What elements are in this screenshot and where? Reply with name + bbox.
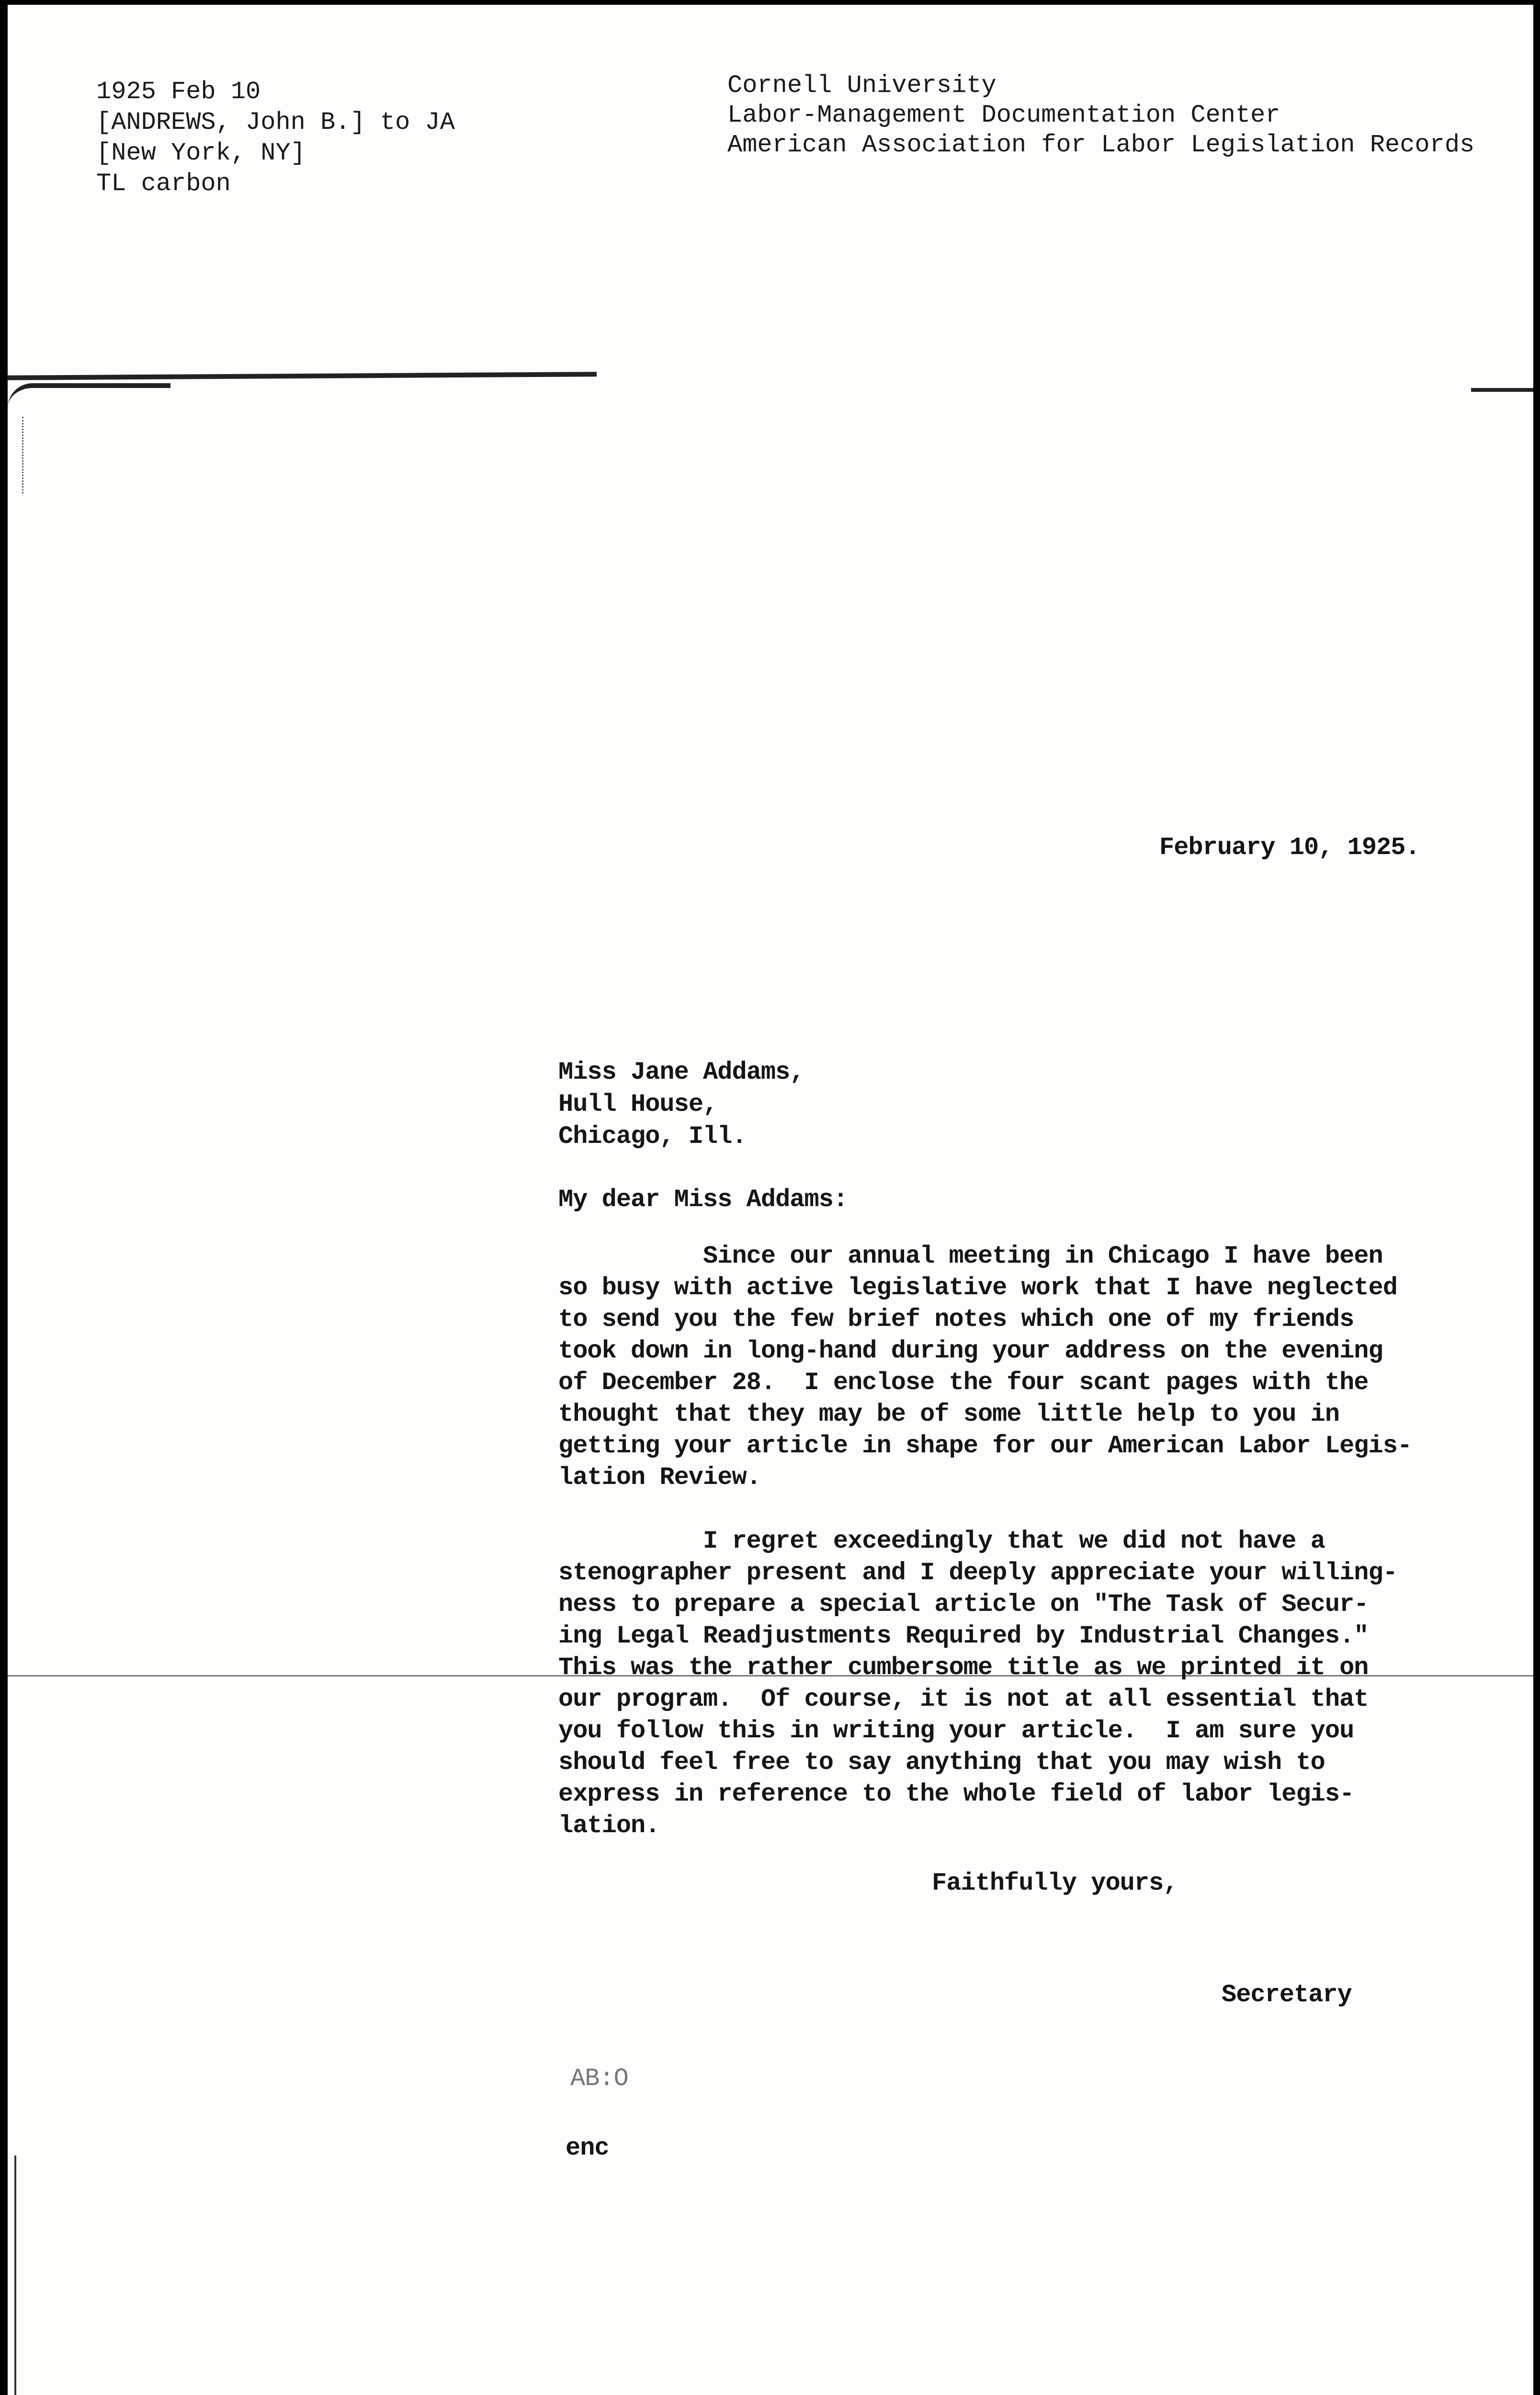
paragraph-line: stenographer present and I deeply appreciate your willing- <box>558 1559 1397 1587</box>
paragraph-line: thought that they may be of some little help to you in <box>558 1400 1340 1428</box>
typist-initials: AB:O <box>570 2064 628 2093</box>
paragraph-line: express in reference to the whole field of labor legis- <box>558 1780 1354 1808</box>
paragraph-line: ness to prepare a special article on "The Task of Secur- <box>558 1590 1369 1619</box>
source-center: Labor-Management Documentation Center <box>727 101 1280 129</box>
source-collection: American Association for Labor Legislation Records <box>727 131 1475 159</box>
complimentary-close: Faithfully yours, <box>932 1869 1178 1897</box>
recipient-house: Hull House, <box>558 1090 718 1118</box>
archive-source <box>727 71 1474 160</box>
paragraph-line: you follow this in writing your article. I am sure you <box>558 1717 1354 1745</box>
paragraph-line: ing Legal Readjustments Required by Industrial Changes." <box>558 1622 1369 1650</box>
recipient-name: Miss Jane Addams, <box>558 1058 804 1086</box>
letter-date: February 10, 1925. <box>1159 833 1420 862</box>
paragraph-line: lation Review. <box>558 1463 761 1492</box>
paragraph-line: should feel free to say anything that you may wish to <box>558 1748 1325 1777</box>
paragraph-line: getting your article in shape for our American Labor Legis- <box>558 1432 1412 1460</box>
paragraph-line: lation. <box>558 1812 660 1840</box>
body-paragraph-1 <box>558 1241 1459 1494</box>
enclosure-notation: enc <box>566 2134 609 2162</box>
paragraph-line: This was the rather cumbersome title as we printed it on <box>558 1654 1369 1682</box>
archive-citation <box>96 77 455 199</box>
paragraph-line: our program. Of course, it is not at all essential that <box>558 1685 1369 1713</box>
body-paragraph-2 <box>558 1526 1459 1842</box>
citation-place: [New York, NY] <box>96 139 306 167</box>
paragraph-line: to send you the few brief notes which one of my friends <box>558 1305 1354 1334</box>
letter-page <box>8 5 1533 2395</box>
margin-specks <box>8 417 23 493</box>
paper-curl-edge <box>8 383 170 408</box>
citation-date: 1925 Feb 10 <box>96 78 261 106</box>
paragraph-line: of December 28. I enclose the four scant pages with the <box>558 1369 1369 1397</box>
left-edge-shadow <box>8 2156 16 2395</box>
paper-right-edge-mark <box>1471 388 1533 392</box>
recipient-city: Chicago, Ill. <box>558 1122 747 1151</box>
paragraph-line: so busy with active legislative work that I have neglected <box>558 1274 1397 1302</box>
paragraph-line: took down in long-hand during your address on the evening <box>558 1337 1383 1365</box>
citation-format: TL carbon <box>96 170 231 198</box>
signature-title: Secretary <box>1222 1981 1352 2009</box>
recipient-address <box>558 1056 804 1152</box>
paper-fold-edge <box>8 372 597 380</box>
salutation: My dear Miss Addams: <box>558 1186 848 1214</box>
paragraph-line: I regret exceedingly that we did not have a <box>558 1527 1325 1555</box>
source-institution: Cornell University <box>727 71 996 100</box>
citation-correspondents: [ANDREWS, John B.] to JA <box>96 108 455 137</box>
paragraph-line: Since our annual meeting in Chicago I have been <box>558 1242 1383 1270</box>
